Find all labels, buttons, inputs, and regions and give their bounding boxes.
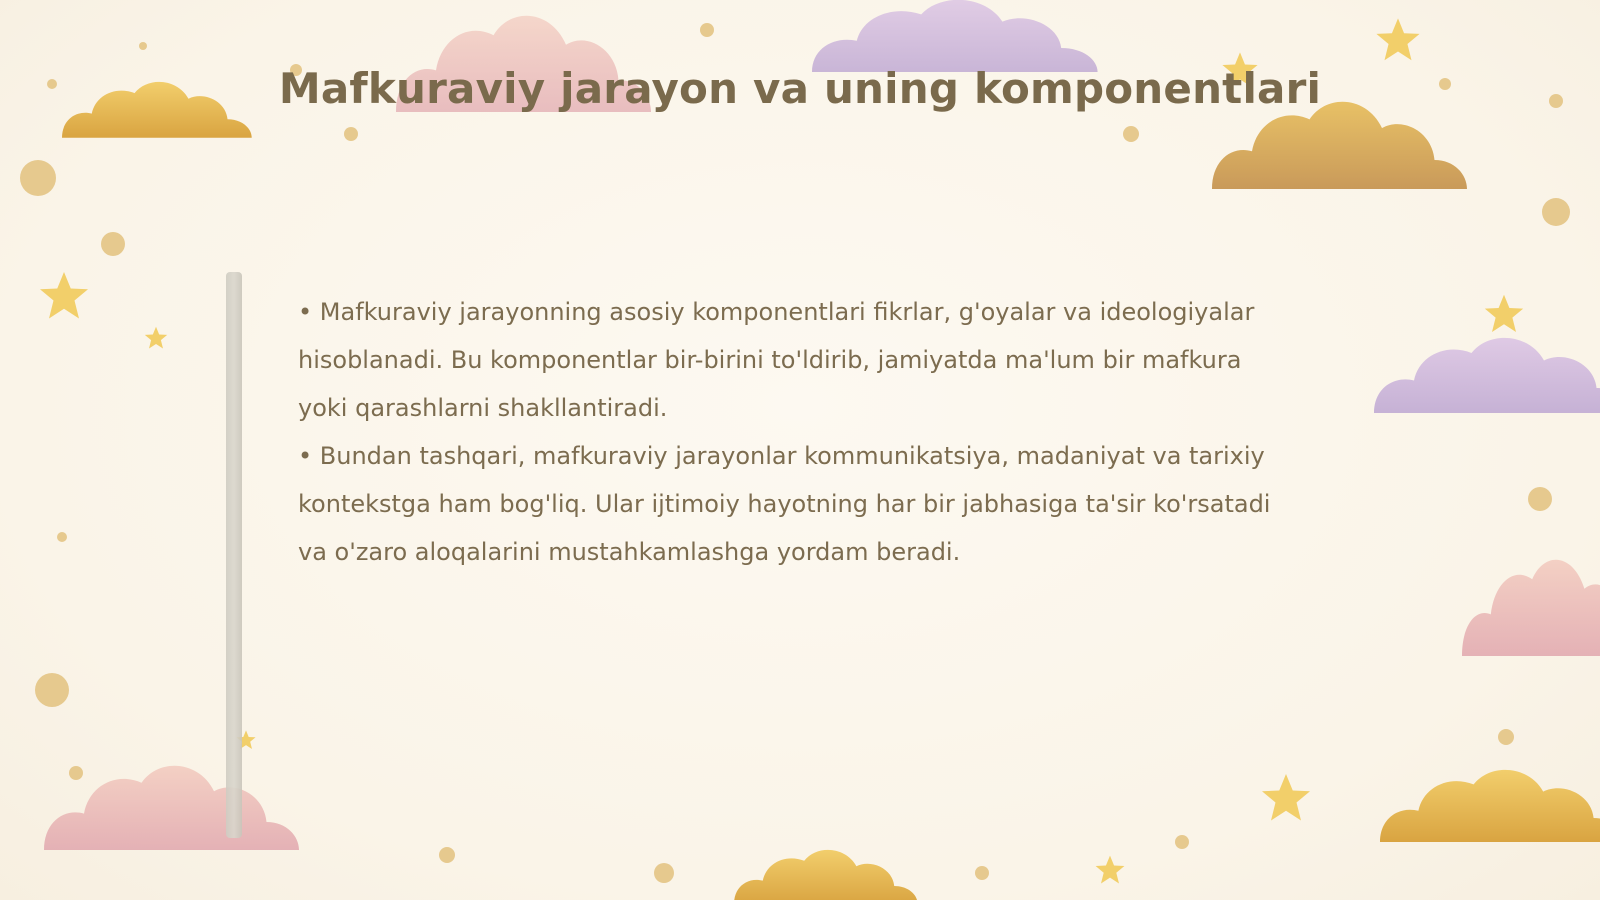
slide-title: Mafkuraviy jarayon va uning komponentlari [278,64,1322,113]
vertical-accent-bar [226,272,242,838]
cloud-icon [1380,770,1600,842]
bullet-paragraph-1: • Mafkuraviy jarayonning asosiy komponentlari fikrlar, g'oyalar va ideologiyalar hisoblanadi. Bu komponentlar bir-birini to'ldirib, jamiyatda ma'lum bir mafkura yoki qarashlarni shakllantiradi. [298,298,1255,422]
cloud-icon [1374,338,1600,413]
cloud-icon [812,0,1098,72]
slide-body [298,288,1298,576]
cloud-icon [1212,102,1467,189]
bullet-paragraph-2: • Bundan tashqari, mafkuraviy jarayonlar kommunikatsiya, madaniyat va tarixiy kontekstga ham bog'liq. Ular ijtimoiy hayotning har bir jabhasiga ta'sir ko'rsatadi va o'zaro aloqalarini mustahkamlashga yordam beradi. [298,442,1271,566]
cloud-icon [1462,560,1600,656]
cloud-icon [734,850,918,900]
cloud-icon [44,766,299,850]
